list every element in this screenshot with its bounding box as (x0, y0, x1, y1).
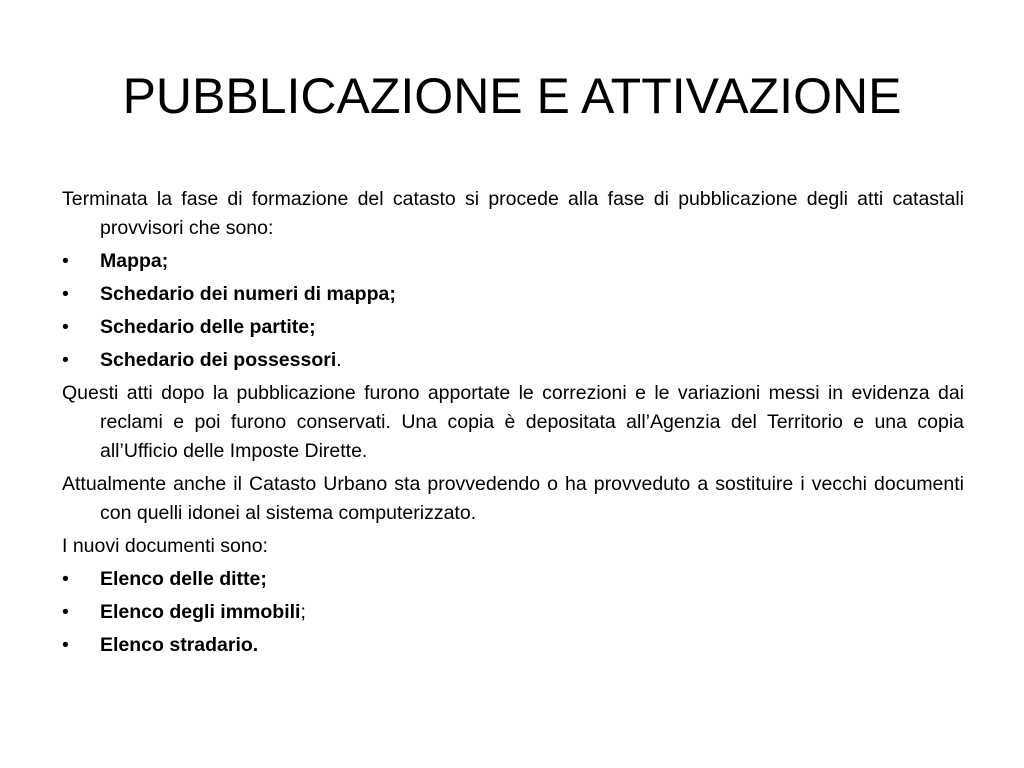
bullet-text: Mappa; (100, 250, 169, 272)
bullet-item-elenco-ditte (62, 565, 964, 594)
bullet-text: Schedario dei possessori (100, 349, 337, 371)
bullet-icon: • (62, 601, 69, 623)
intro-paragraph: Terminata la fase di formazione del catasto si procede alla fase di pubblicazione degli atti catastali provvisori che sono: (62, 188, 964, 239)
bullet-item-schedario-possessori (62, 346, 964, 375)
new-documents-paragraph: I nuovi documenti sono: (62, 535, 268, 557)
corrections-paragraph: Questi atti dopo la pubblicazione furono apportate le correzioni e le variazioni messi in evidenza dai reclami e poi furono conservati. Una copia è depositata all’Agenzia del Territorio e una copia all’Ufficio delle Imposte Dirette. (62, 382, 964, 462)
bullet-text: Schedario delle partite; (100, 316, 316, 338)
bullet-item-elenco-immobili (62, 598, 964, 627)
bullet-icon: • (62, 634, 69, 656)
bullet-text: Elenco delle ditte; (100, 568, 267, 590)
urban-catasto-paragraph: Attualmente anche il Catasto Urbano sta provvedendo o ha provveduto a sostituire i vecchi documenti con quelli idonei al sistema computerizzato. (62, 473, 964, 524)
bullet-icon: • (62, 349, 69, 371)
bullet-icon: • (62, 316, 69, 338)
bullet-item-mappa (62, 247, 964, 276)
bullet-item-schedario-partite (62, 313, 964, 342)
bullet-item-schedario-numeri (62, 280, 964, 309)
bullet-suffix: . (336, 349, 342, 371)
bullet-icon: • (62, 568, 69, 590)
bullet-text: Schedario dei numeri di mappa; (100, 283, 396, 305)
slide-body (62, 185, 964, 664)
bullet-text: Elenco stradario. (100, 634, 259, 656)
bullet-item-elenco-stradario (62, 631, 964, 660)
slide-title: PUBBLICAZIONE E ATTIVAZIONE (122, 68, 902, 124)
bullet-text: Elenco degli immobili (100, 601, 301, 623)
bullet-icon: • (62, 283, 69, 305)
bullet-icon: • (62, 250, 69, 272)
bullet-suffix: ; (300, 601, 306, 623)
